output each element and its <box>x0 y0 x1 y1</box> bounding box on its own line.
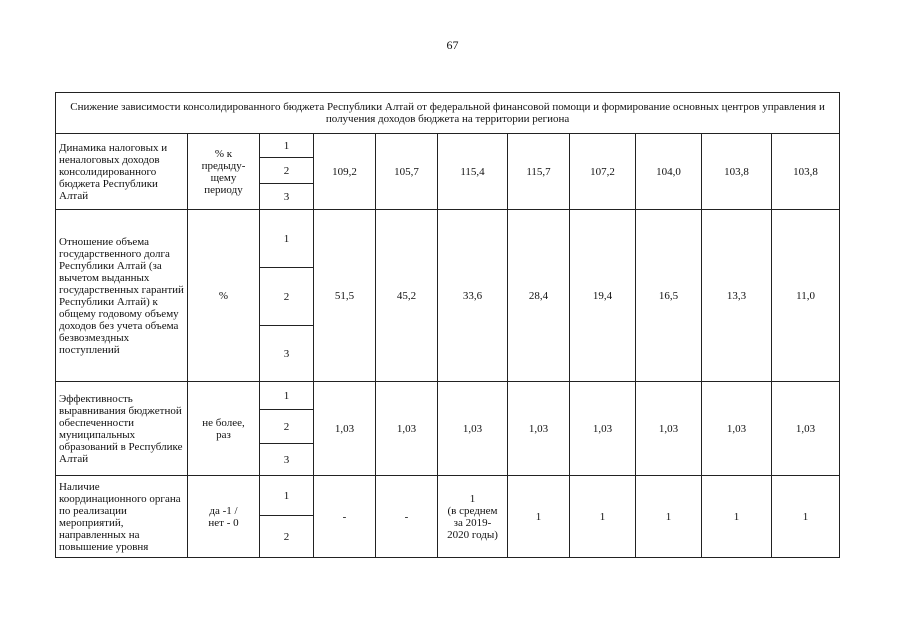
value-cell: 1,03 <box>508 382 570 476</box>
value-cell: 1 <box>508 476 570 558</box>
indicator-cell: Наличие координационного органа по реализации мероприятий, направленных на повышение уровня <box>56 476 188 558</box>
value-cell: 115,7 <box>508 134 570 210</box>
value-cell: 51,5 <box>314 210 376 382</box>
value-cell: 45,2 <box>376 210 438 382</box>
value-cell: 105,7 <box>376 134 438 210</box>
scenario-cell: 2 <box>260 516 314 558</box>
value-cell: 107,2 <box>570 134 636 210</box>
value-cell: 1,03 <box>438 382 508 476</box>
scenario-cell: 2 <box>260 268 314 326</box>
value-cell: 1,03 <box>702 382 772 476</box>
indicator-cell: Динамика налоговых и неналоговых доходов консолидированного бюджета Республики Алтай <box>56 134 188 210</box>
unit-cell: % <box>188 210 260 382</box>
scenario-cell: 1 <box>260 210 314 268</box>
value-cell: 103,8 <box>702 134 772 210</box>
section-title: Снижение зависимости консолидированного бюджета Республики Алтай от федеральной финансовой помощи и формирование основных центров управления и получения доходов бюджета на территории региона <box>56 93 840 134</box>
value-cell: 13,3 <box>702 210 772 382</box>
value-cell: 1,03 <box>570 382 636 476</box>
indicator-cell: Отношение объема государственного долга Республики Алтай (за вычетом выданных государственных гарантий Республики Алтай) к общему годовому объему доходов без учета объема безвозмездных поступлений <box>56 210 188 382</box>
unit-cell: не более, раз <box>188 382 260 476</box>
unit-cell: % к предыду- щему периоду <box>188 134 260 210</box>
value-cell: 1 (в среднем за 2019- 2020 годы) <box>438 476 508 558</box>
page-number: 67 <box>446 38 459 52</box>
value-cell: 104,0 <box>636 134 702 210</box>
value-cell: 1,03 <box>772 382 840 476</box>
value-cell: 11,0 <box>772 210 840 382</box>
value-cell: 1 <box>772 476 840 558</box>
scenario-cell: 1 <box>260 134 314 158</box>
indicators-table <box>55 92 840 558</box>
indicator-cell: Эффективность выравнивания бюджетной обеспеченности муниципальных образований в Республике Алтай <box>56 382 188 476</box>
unit-cell: да -1 / нет - 0 <box>188 476 260 558</box>
scenario-cell: 3 <box>260 184 314 210</box>
scenario-cell: 3 <box>260 444 314 476</box>
value-cell: 19,4 <box>570 210 636 382</box>
value-cell: - <box>376 476 438 558</box>
value-cell: 109,2 <box>314 134 376 210</box>
value-cell: 1 <box>702 476 772 558</box>
scenario-cell: 2 <box>260 410 314 444</box>
value-cell: 33,6 <box>438 210 508 382</box>
value-cell: 1,03 <box>636 382 702 476</box>
value-cell: 16,5 <box>636 210 702 382</box>
value-cell: 103,8 <box>772 134 840 210</box>
value-cell: 1 <box>570 476 636 558</box>
value-cell: 1,03 <box>314 382 376 476</box>
value-cell: 1 <box>636 476 702 558</box>
scenario-cell: 2 <box>260 158 314 184</box>
value-cell: 1,03 <box>376 382 438 476</box>
value-cell: - <box>314 476 376 558</box>
scenario-cell: 3 <box>260 326 314 382</box>
scenario-cell: 1 <box>260 382 314 410</box>
value-cell: 28,4 <box>508 210 570 382</box>
value-cell: 115,4 <box>438 134 508 210</box>
scenario-cell: 1 <box>260 476 314 516</box>
